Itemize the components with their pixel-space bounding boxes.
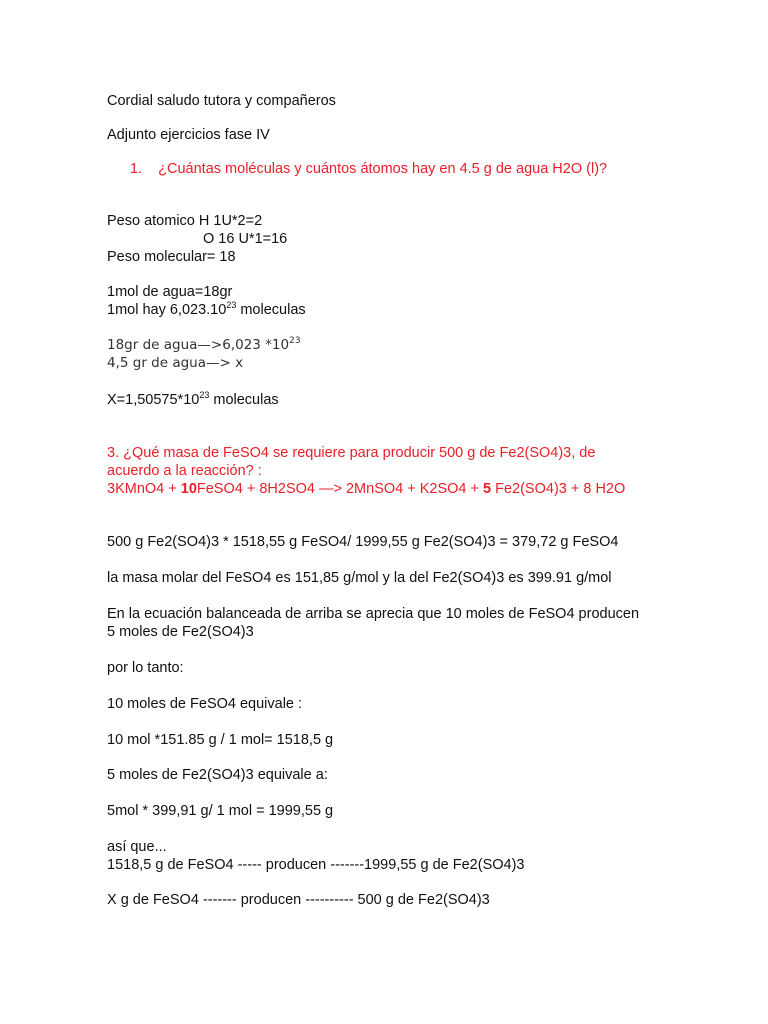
result-exponent: 23	[199, 390, 210, 400]
question-1	[130, 160, 607, 178]
peso-h-line: Peso atomico H 1U*2=2	[107, 213, 263, 229]
result-text: X=1,50575*10	[107, 392, 200, 408]
rule1-text: 18gr de agua—>6,023 *10	[107, 337, 290, 353]
question-1-number: 1.	[130, 161, 143, 177]
mol-hay-line	[107, 301, 306, 319]
result-line	[107, 391, 279, 409]
cinco-moles-line: 5 moles de Fe2(SO4)3 equivale a:	[107, 767, 328, 783]
attachment-text: Adjunto ejercicios fase IV	[107, 127, 270, 143]
question-1-text: ¿Cuántas moléculas y cuántos átomos hay en 4.5 g de agua H2O (l)?	[158, 161, 608, 177]
rule-of-three-line-1	[107, 336, 301, 354]
equation-part-e: Fe2(SO4)3 + 8 H2O	[491, 481, 626, 497]
rule-line-2: X g de FeSO4 ------- producen ---------- 500 g de Fe2(SO4)3	[107, 892, 490, 908]
mol-hay-text: 1mol hay 6,023.10	[107, 302, 227, 318]
peso-molecular-line: Peso molecular= 18	[107, 249, 236, 265]
equation-coef-10: 10	[180, 481, 197, 497]
diez-moles-line: 10 moles de FeSO4 equivale :	[107, 696, 303, 712]
rule1-exponent: 23	[289, 336, 301, 346]
result-unit: moleculas	[209, 392, 279, 408]
rule-of-three-line-2: 4,5 gr de agua—> x	[107, 355, 244, 371]
cinco-calc-line: 5mol * 399,91 g/ 1 mol = 1999,55 g	[107, 803, 334, 819]
balance-line-2: 5 moles de Fe2(SO4)3	[107, 624, 254, 640]
reaction-equation	[107, 480, 625, 498]
question-3-line-1: 3. ¿Qué masa de FeSO4 se requiere para producir 500 g de Fe2(SO4)3, de	[107, 445, 596, 461]
molar-mass-line: la masa molar del FeSO4 es 151,85 g/mol y la del Fe2(SO4)3 es 399.91 g/mol	[107, 570, 612, 586]
question-3-line-2: acuerdo a la reacción? :	[107, 463, 262, 479]
equation-part-a: 3KMnO4 +	[107, 481, 181, 497]
peso-o-line: O 16 U*1=16	[203, 231, 288, 247]
rule-line-1: 1518,5 g de FeSO4 ----- producen -------1999,55 g de Fe2(SO4)3	[107, 857, 525, 873]
mol-hay-unit: moleculas	[236, 302, 306, 318]
balance-line-1: En la ecuación balanceada de arriba se aprecia que 10 moles de FeSO4 producen	[107, 606, 640, 622]
asi-que-line: así que...	[107, 839, 167, 855]
greeting-text: Cordial saludo tutora y compañeros	[107, 93, 336, 109]
equation-part-c: FeSO4 + 8H2SO4 —> 2MnSO4 + K2SO4 +	[196, 481, 484, 497]
diez-calc-line: 10 mol *151.85 g / 1 mol= 1518,5 g	[107, 732, 334, 748]
mol-agua-line: 1mol de agua=18gr	[107, 284, 233, 300]
calc-line: 500 g Fe2(SO4)3 * 1518,55 g FeSO4/ 1999,55 g Fe2(SO4)3 = 379,72 g FeSO4	[107, 534, 619, 550]
equation-coef-5: 5	[483, 481, 492, 497]
mol-hay-exponent: 23	[226, 300, 237, 310]
por-lo-tanto-line: por lo tanto:	[107, 660, 184, 676]
